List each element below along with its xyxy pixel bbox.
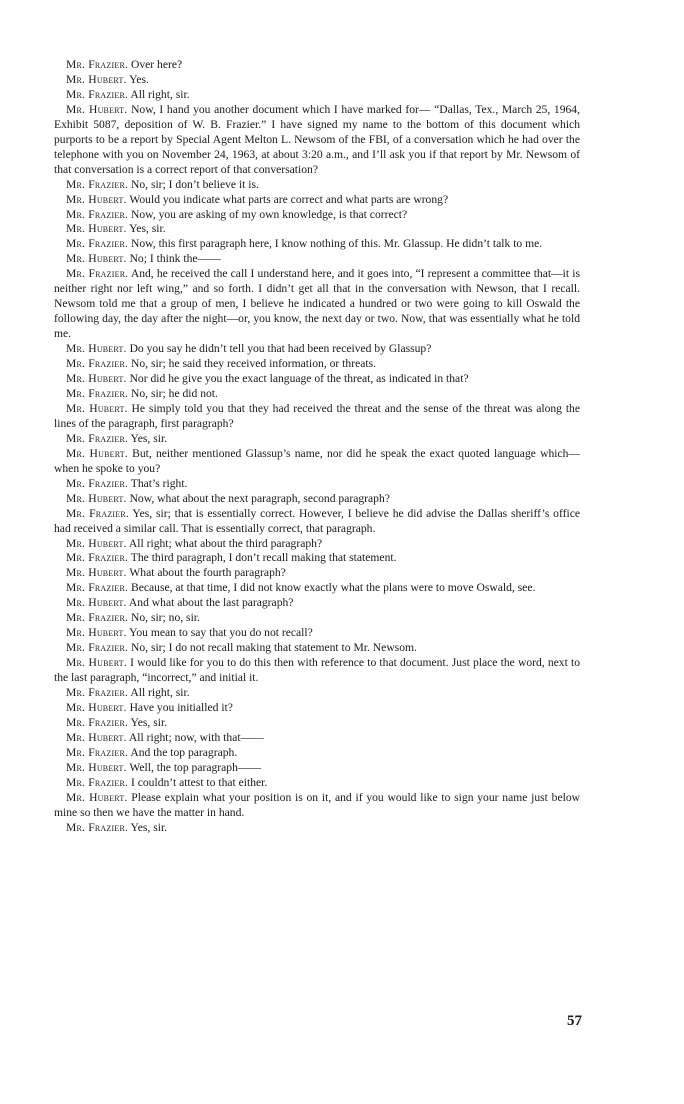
transcript-paragraph — [54, 566, 580, 581]
transcript-paragraph — [54, 342, 580, 357]
utterance-text: All right; what about the third paragraph? — [128, 536, 323, 550]
transcript-paragraph — [54, 746, 580, 761]
speaker-label: Mr. Frazier. — [66, 745, 129, 759]
transcript-paragraph — [54, 103, 580, 178]
transcript-paragraph — [54, 641, 580, 656]
utterance-text: No; I think the—— — [129, 252, 221, 266]
transcript-paragraph — [54, 626, 580, 641]
speaker-label: Mr. Frazier. — [66, 715, 129, 729]
transcript-paragraph — [54, 387, 580, 402]
speaker-label: Mr. Hubert. — [66, 491, 127, 505]
utterance-text: And, he received the call I understand here, and it goes into, “I represent a committee that—it is neither right nor left wing,” and so forth. I didn’t get all that in the conversation with Newson, that I recall. Newsom told me that a group of men, I believe he indicated a hundred or two were going to kill Oswald the following day, the day after the night—or, you know, the next day or two. Now, that was essentially what he told me. — [54, 267, 580, 341]
transcript-paragraph — [54, 537, 580, 552]
transcript-paragraph — [54, 208, 580, 223]
speaker-label: Mr. Hubert. — [66, 401, 128, 415]
speaker-label: Mr. Hubert. — [66, 760, 127, 774]
speaker-label: Mr. Hubert. — [66, 700, 127, 714]
transcript-paragraph — [54, 596, 580, 611]
utterance-text: The third paragraph, I don’t recall making that statement. — [130, 551, 397, 565]
speaker-label: Mr. Frazier. — [66, 357, 129, 371]
utterance-text: Yes. — [129, 72, 149, 86]
utterance-text: Yes, sir; that is essentially correct. However, I believe he did advise the Dallas sheriff’s office had received a similar call. That is essentially correct, that paragraph. — [54, 506, 581, 535]
speaker-label: Mr. Hubert. — [66, 102, 128, 116]
transcript-paragraph — [54, 357, 580, 372]
speaker-label: Mr. Frazier. — [66, 551, 129, 565]
transcript-paragraph — [54, 761, 580, 776]
utterance-text: All right; now, with that—— — [128, 730, 264, 744]
utterance-text: Do you say he didn’t tell you that had been received by Glassup? — [129, 342, 432, 356]
speaker-label: Mr. Hubert. — [66, 656, 127, 670]
speaker-label: Mr. Frazier. — [66, 177, 129, 191]
transcript-paragraph — [54, 776, 580, 791]
speaker-label: Mr. Hubert. — [66, 596, 127, 610]
transcript-paragraph — [54, 178, 580, 193]
speaker-label: Mr. Hubert. — [66, 446, 128, 460]
speaker-label: Mr. Frazier. — [66, 686, 129, 700]
utterance-text: Yes, sir. — [130, 715, 168, 729]
speaker-label: Mr. Hubert. — [66, 626, 127, 640]
transcript-paragraph — [54, 432, 580, 447]
speaker-label: Mr. Frazier. — [66, 506, 129, 520]
speaker-label: Mr. Frazier. — [66, 386, 129, 400]
utterance-text: I would like for you to do this then with reference to that document. Just place the word, next to the last paragraph, “incorrect,” and initial it. — [54, 656, 581, 685]
transcript-paragraph — [54, 252, 580, 267]
transcript-paragraph — [54, 581, 580, 596]
utterance-text: Please explain what your position is on it, and if you would like to sign your name just below mine so then we have the matter in hand. — [54, 790, 580, 819]
utterance-text: But, neither mentioned Glassup’s name, nor did he speak the exact quoted language which—when he spoke to you? — [54, 446, 580, 475]
utterance-text: No, sir; he said they received information, or threats. — [130, 357, 376, 371]
utterance-text: No, sir; no, sir. — [130, 611, 200, 625]
transcript-paragraph — [54, 731, 580, 746]
transcript-paragraph — [54, 222, 580, 237]
speaker-label: Mr. Hubert. — [66, 222, 127, 236]
speaker-label: Mr. Frazier. — [66, 87, 129, 101]
transcript-paragraph — [54, 686, 580, 701]
utterance-text: Now, this first paragraph here, I know nothing of this. Mr. Glassup. He didn’t talk to me. — [130, 237, 543, 251]
utterance-text: Over here? — [130, 58, 183, 71]
transcript-body — [54, 58, 580, 836]
speaker-label: Mr. Hubert. — [66, 372, 127, 386]
speaker-label: Mr. Hubert. — [66, 566, 127, 580]
utterance-text: He simply told you that they had received the threat and the sense of the threat was along the lines of the paragraph, first paragraph? — [54, 401, 580, 430]
transcript-paragraph — [54, 791, 580, 821]
speaker-label: Mr. Frazier. — [66, 267, 129, 281]
utterance-text: All right, sir. — [130, 87, 190, 101]
utterance-text: Because, at that time, I did not know exactly what the plans were to move Oswald, see. — [130, 581, 536, 595]
speaker-label: Mr. Frazier. — [66, 775, 129, 789]
utterance-text: That’s right. — [130, 476, 188, 490]
speaker-label: Mr. Hubert. — [66, 536, 127, 550]
speaker-label: Mr. Frazier. — [66, 431, 129, 445]
utterance-text: Now, what about the next paragraph, second paragraph? — [129, 491, 390, 505]
speaker-label: Mr. Hubert. — [66, 252, 127, 266]
transcript-paragraph — [54, 611, 580, 626]
utterance-text: Well, the top paragraph—— — [129, 760, 262, 774]
utterance-text: Would you indicate what parts are correct and what parts are wrong? — [129, 192, 449, 206]
speaker-label: Mr. Frazier. — [66, 237, 129, 251]
speaker-label: Mr. Frazier. — [66, 581, 129, 595]
speaker-label: Mr. Hubert. — [66, 192, 127, 206]
utterance-text: No, sir; I do not recall making that statement to Mr. Newsom. — [130, 641, 417, 655]
transcript-paragraph — [54, 656, 580, 686]
transcript-paragraph — [54, 58, 580, 73]
transcript-paragraph — [54, 372, 580, 387]
transcript-paragraph — [54, 821, 580, 836]
speaker-label: Mr. Hubert. — [66, 342, 127, 356]
speaker-label: Mr. Hubert. — [66, 730, 127, 744]
speaker-label: Mr. Hubert. — [66, 72, 127, 86]
utterance-text: You mean to say that you do not recall? — [129, 626, 313, 640]
utterance-text: What about the fourth paragraph? — [129, 566, 286, 580]
transcript-paragraph — [54, 477, 580, 492]
transcript-paragraph — [54, 267, 580, 342]
speaker-label: Mr. Frazier. — [66, 207, 129, 221]
utterance-text: Now, I hand you another document which I have marked for— “Dallas, Tex., March 25, 1964, Exhibit 5087, deposition of W. B. Frazier.” I have signed my name to the bottom of this document which purports to be a report by Special Agent Melton L. Newsom of the FBI, of a conversation which he had over the telephone with you on November 24, 1963, at about 3:20 a.m., and I’ll ask you if that report by Mr. Newsom of that conversation is a correct report of that conversation? — [54, 102, 580, 176]
utterance-text: I couldn’t attest to that either. — [130, 775, 268, 789]
utterance-text: No, sir; I don’t believe it is. — [130, 177, 259, 191]
speaker-label: Mr. Frazier. — [66, 641, 129, 655]
utterance-text: Now, you are asking of my own knowledge, is that correct? — [130, 207, 408, 221]
utterance-text: Nor did he give you the exact language of the threat, as indicated in that? — [129, 372, 469, 386]
speaker-label: Mr. Frazier. — [66, 820, 129, 834]
transcript-paragraph — [54, 193, 580, 208]
transcript-paragraph — [54, 551, 580, 566]
transcript-paragraph — [54, 447, 580, 477]
transcript-paragraph — [54, 402, 580, 432]
page-number: 57 — [567, 1013, 582, 1029]
utterance-text: Yes, sir. — [130, 431, 168, 445]
transcript-paragraph — [54, 701, 580, 716]
speaker-label: Mr. Frazier. — [66, 58, 129, 71]
transcript-paragraph — [54, 88, 580, 103]
utterance-text: All right, sir. — [130, 686, 190, 700]
speaker-label: Mr. Frazier. — [66, 611, 129, 625]
transcript-paragraph — [54, 237, 580, 252]
speaker-label: Mr. Hubert. — [66, 790, 128, 804]
utterance-text: Have you initialled it? — [129, 700, 233, 714]
transcript-paragraph — [54, 507, 580, 537]
transcript-paragraph — [54, 492, 580, 507]
utterance-text: No, sir; he did not. — [130, 386, 218, 400]
transcript-paragraph — [54, 73, 580, 88]
utterance-text: Yes, sir. — [129, 222, 166, 236]
speaker-label: Mr. Frazier. — [66, 476, 129, 490]
utterance-text: And what about the last paragraph? — [128, 596, 294, 610]
utterance-text: And the top paragraph. — [130, 745, 238, 759]
transcript-paragraph — [54, 716, 580, 731]
utterance-text: Yes, sir. — [130, 820, 168, 834]
